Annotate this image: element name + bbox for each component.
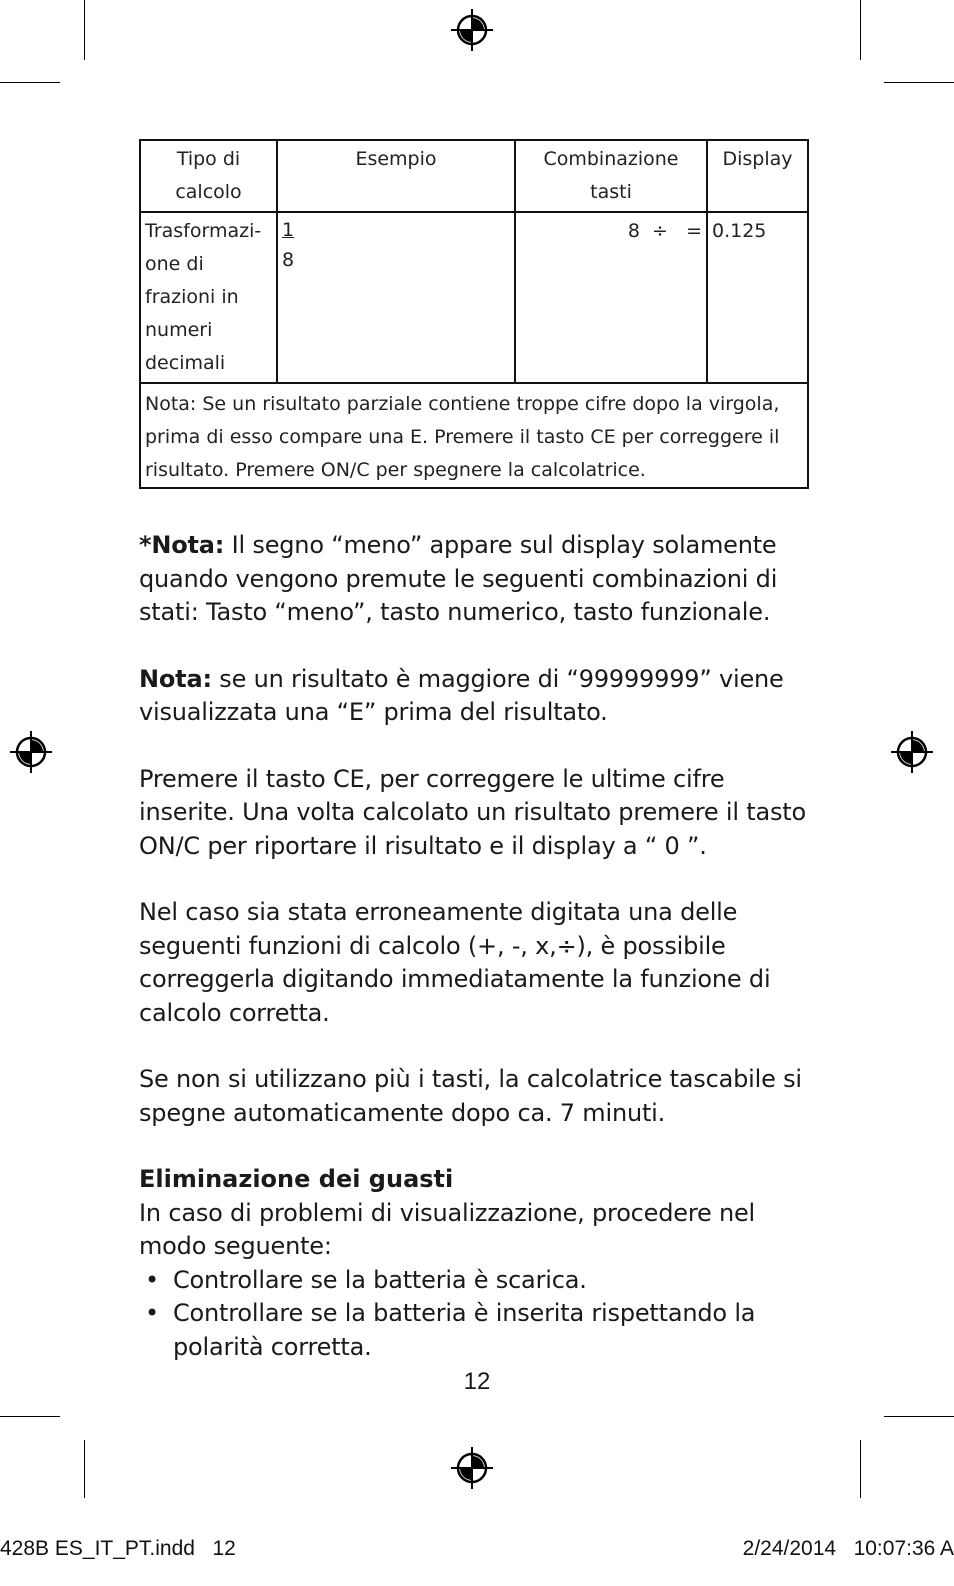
list-item [139, 1297, 807, 1364]
section-heading: Eliminazione dei guasti [139, 1165, 454, 1193]
list-item-text: Controllare se la batteria è inserita rispettando la polarità corretta. [173, 1299, 756, 1361]
calc-type-line: numeri [145, 319, 213, 341]
table-note: Nota: Se un risultato parziale contiene troppe cifre dopo la virgola, prima di esso compare una E. Premere il tasto CE per correggere il risultato. Premere ON/C per spegnere la calcolatrice. [140, 383, 808, 488]
crop-mark [884, 82, 954, 83]
table-note-row [140, 383, 808, 488]
example-cell [277, 212, 515, 383]
table-header-cell: Display [707, 140, 808, 212]
slug-timestamp: 2/24/2014 10:07:36 A [742, 1537, 954, 1560]
note-text: Il segno “meno” appare sul display solamente quando vengono premute le seguenti combinazioni di stati: Tasto “meno”, tasto numerico, tasto funzionale. [139, 531, 778, 626]
auto-off-paragraph: Se non si utilizzano più i tasti, la calcolatrice tascabile si spegne automaticamente dopo ca. 7 minuti. [139, 1065, 802, 1127]
registration-mark-icon [450, 8, 494, 52]
crop-mark [860, 0, 861, 60]
minus-note-paragraph [139, 529, 807, 630]
table-header-row [140, 140, 808, 212]
calculation-table [139, 139, 809, 489]
key-combination-cell: 8 ÷ = [515, 212, 707, 383]
troubleshooting-list [139, 1264, 807, 1365]
calc-type-line: frazioni in [145, 286, 239, 308]
crop-mark [84, 1440, 85, 1498]
calc-type-line: Trasformazi- [145, 220, 262, 242]
table-header-cell: Tipo di calcolo [140, 140, 277, 212]
note-label: Nota: [139, 664, 212, 693]
table-row [140, 212, 808, 383]
registration-mark-icon [450, 1446, 494, 1490]
slug-filename: 428B ES_IT_PT.indd 12 [0, 1537, 236, 1560]
display-cell: 0.125 [707, 212, 808, 383]
note-text: se un risultato è maggiore di “99999999” viene visualizzata una “E” prima del risultato. [139, 664, 784, 726]
table-header-cell: Esempio [277, 140, 515, 212]
crop-mark [860, 1440, 861, 1498]
fraction-denominator: 8 [282, 249, 295, 271]
crop-mark [0, 82, 60, 83]
bullet-icon: • [145, 1299, 159, 1327]
bullet-icon: • [145, 1265, 159, 1294]
troubleshooting-intro: In caso di problemi di visualizzazione, procedere nel modo seguente: [139, 1198, 756, 1260]
note-label: *Nota: [139, 531, 225, 559]
calc-type-cell [140, 212, 277, 383]
calc-type-line: one di [145, 253, 204, 275]
table-header-cell: Combinazione tasti [515, 140, 707, 212]
fraction-numerator: 1 [282, 219, 295, 241]
page-number: 12 [463, 1368, 491, 1395]
ce-paragraph: Premere il tasto CE, per correggere le ultime cifre inserite. Una volta calcolato un risultato premere il tasto ON/C per riportare il risultato e il display a “ 0 ”. [139, 764, 806, 860]
calc-type-line: decimali [145, 352, 226, 374]
crop-mark [884, 1416, 954, 1417]
crop-mark [0, 1416, 60, 1417]
registration-mark-icon [890, 730, 934, 774]
list-item-text: Controllare se la batteria è scarica. [173, 1265, 587, 1294]
overflow-note-paragraph [139, 663, 807, 730]
page-content [139, 139, 807, 1364]
list-item [139, 1264, 807, 1298]
registration-mark-icon [9, 730, 53, 774]
function-correction-paragraph: Nel caso sia stata erroneamente digitata una delle seguenti funzioni di calcolo (+, -, x,÷), è possibile correggerla digitando immediatamente la funzione di calcolo corretta. [139, 898, 771, 1027]
crop-mark [84, 0, 85, 60]
